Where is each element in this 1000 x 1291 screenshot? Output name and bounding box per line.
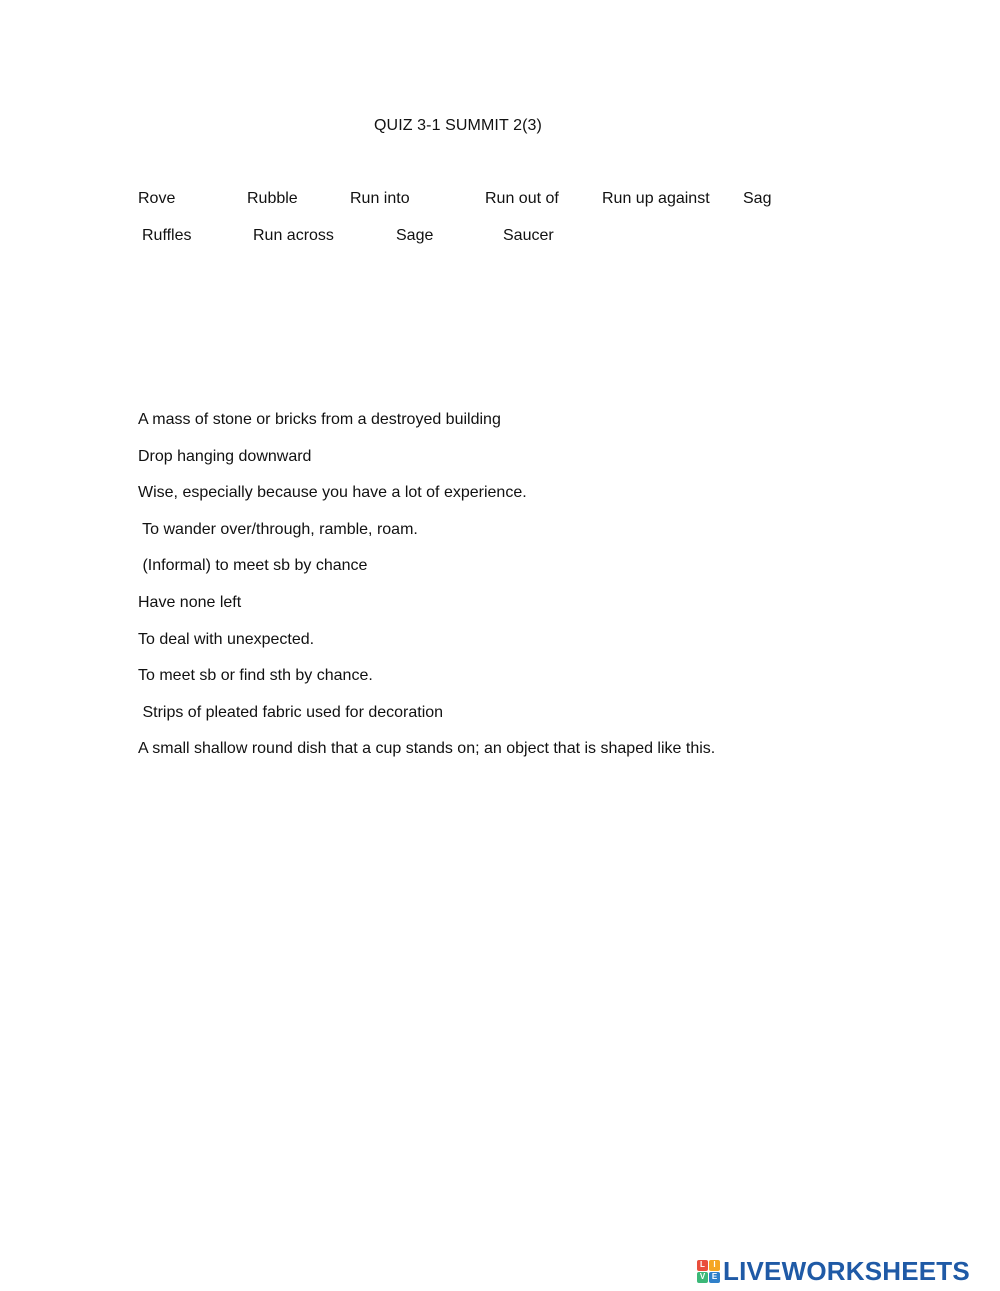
logo-tiles-icon	[697, 1260, 720, 1283]
word-bank-item: Sage	[396, 227, 434, 244]
word-bank-item: Sag	[743, 190, 772, 207]
definition-item: Strips of pleated fabric used for decoration	[138, 703, 444, 721]
definitions-list	[138, 410, 715, 776]
word-bank-item: Run across	[253, 227, 334, 244]
definition-item: Wise, especially because you have a lot of experience.	[138, 484, 527, 502]
word-bank-item: Run into	[350, 190, 410, 207]
definition-item: A small shallow round dish that a cup stands on; an object that is shaped like this.	[138, 740, 716, 758]
definition-item: To meet sb or find sth by chance.	[138, 667, 373, 685]
page-title: QUIZ 3-1 SUMMIT 2(3)	[374, 117, 542, 134]
word-bank-item: Run up against	[602, 190, 710, 207]
word-bank-item: Rubble	[247, 190, 298, 207]
logo-tile: E	[709, 1272, 720, 1283]
logo-text: LIVEWORKSHEETS	[723, 1255, 970, 1286]
word-bank-item: Run out of	[485, 190, 559, 207]
definition-item: To wander over/through, ramble, roam.	[138, 520, 418, 538]
logo-tile: V	[697, 1272, 708, 1283]
definition-item: (Informal) to meet sb by chance	[138, 557, 368, 575]
definition-item: Drop hanging downward	[138, 447, 312, 465]
word-bank-item: Ruffles	[142, 227, 192, 244]
definition-item: Have none left	[138, 593, 242, 611]
word-bank-item: Rove	[138, 190, 176, 207]
logo-tile: I	[709, 1260, 720, 1271]
word-bank-item: Saucer	[503, 227, 554, 244]
logo-tile: L	[697, 1260, 708, 1271]
definition-item: To deal with unexpected.	[138, 630, 315, 648]
liveworksheets-logo	[697, 1256, 970, 1286]
definition-item: A mass of stone or bricks from a destroyed building	[138, 411, 501, 428]
